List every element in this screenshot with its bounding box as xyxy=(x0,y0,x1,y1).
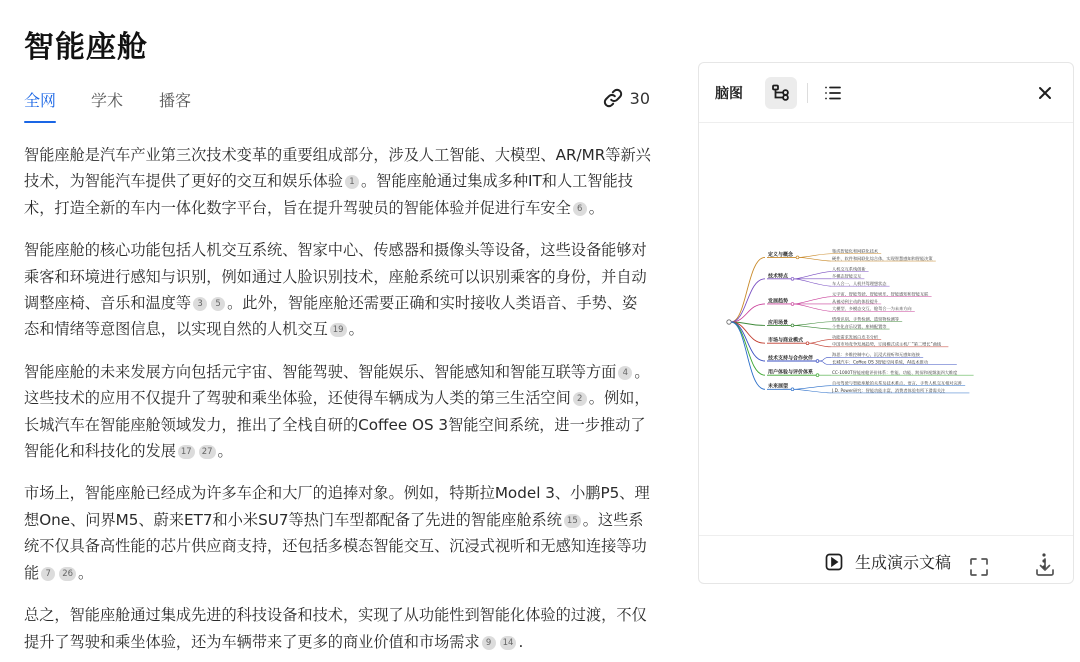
outline-view-button[interactable] xyxy=(817,77,849,109)
more-vertical-icon xyxy=(1042,553,1046,569)
tab-podcast[interactable]: 播客 xyxy=(159,91,192,110)
paragraph-text: 智能座舱是汽车产业第三次技术变革的重要组成部分，涉及人工智能、大模型、AR/MR等新兴技术，为智能汽车提供了更好的交互和娱乐体验 xyxy=(24,146,651,191)
mindmap-leaf-label: 功能需求发展白皮书分析 xyxy=(832,334,879,340)
answer-paragraph xyxy=(24,480,652,586)
mindmap-branch-node xyxy=(791,277,794,280)
mindmap-branch-node xyxy=(791,324,794,327)
mindmap-branch-label: 定义与概念 xyxy=(768,251,794,258)
play-icon xyxy=(825,553,843,571)
paragraph-text: 。智能座舱通过集成多种IT和人工智能技术，打造全新的车内一体化数字平台，旨在提升驾驶员的智能体验并促进行车安全 xyxy=(24,172,633,217)
citation-badge[interactable]: 2 xyxy=(573,392,587,406)
mindmap-branch-node xyxy=(796,256,799,259)
mindmap-leaf-label: 个性化音乐设置、座椅配置等 xyxy=(832,323,887,329)
paragraph-text: . xyxy=(518,632,524,651)
citation-badge[interactable]: 4 xyxy=(618,366,632,380)
citation-badge[interactable]: 14 xyxy=(500,636,517,650)
citation-badge[interactable]: 7 xyxy=(41,567,55,581)
mindmap-leaf-connector xyxy=(819,357,831,361)
mindmap-leaf-connector xyxy=(809,340,831,344)
mindmap-panel xyxy=(698,62,1074,584)
panel-title: 脑图 xyxy=(715,86,743,102)
mindmap-branch-node xyxy=(816,360,819,363)
mindmap-branch-connector xyxy=(731,322,765,375)
mindmap-leaf-label: CC-1000T智能座舱评价体系：性能、功能、跨屏和视频流四大维度 xyxy=(832,369,958,375)
mindmap-leaf-connector xyxy=(819,361,831,365)
answer-article xyxy=(24,142,652,662)
mindmap-leaf-label: 硬件、软件和网联化综合体，实现智慧感知和智能决策 xyxy=(832,255,933,261)
paragraph-text: 。这些系统不仅具备高性能的芯片供应商支持，还包括多模态智能交互、沉浸式视听和无感知连接等功能 xyxy=(24,510,647,582)
answer-paragraph xyxy=(24,237,652,343)
citation-badge[interactable]: 6 xyxy=(573,202,587,216)
answer-paragraph xyxy=(24,359,652,465)
mindmap-leaf-connector xyxy=(794,279,831,286)
citation-badge[interactable]: 1 xyxy=(345,175,359,189)
tab-web[interactable]: 全网 xyxy=(24,88,56,111)
citation-badge[interactable]: 27 xyxy=(199,445,216,459)
mindmap-leaf-connector xyxy=(794,386,831,390)
mindmap-leaf-connector xyxy=(799,254,831,258)
mindmap-icon xyxy=(771,83,791,103)
mindmap-branch-label: 应用场景 xyxy=(768,319,789,326)
mindmap-leaf-label: 元宇宙、智能驾驶、智能娱乐、智能感知和智能互联 xyxy=(832,291,929,297)
mindmap-canvas[interactable] xyxy=(699,124,1073,534)
mindmap-diagram xyxy=(707,124,1065,534)
paragraph-text: 。 xyxy=(78,563,94,582)
source-count: 30 xyxy=(629,88,650,108)
panel-header xyxy=(699,63,1073,123)
mindmap-branch-node xyxy=(816,374,819,377)
answer-paragraph xyxy=(24,142,652,221)
paragraph-text: 。 xyxy=(217,442,233,461)
generate-presentation-label: 生成演示文稿 xyxy=(855,553,952,572)
mindmap-leaf-label: 海思：多维控制中心，沉浸式视听和无感知连接 xyxy=(832,352,920,358)
list-icon xyxy=(823,83,843,103)
header-divider xyxy=(807,83,808,103)
page-title: 智能座舱 xyxy=(24,30,148,65)
close-panel-button[interactable] xyxy=(1031,79,1059,107)
mindmap-leaf-connector xyxy=(794,322,831,326)
citation-badge[interactable]: 26 xyxy=(59,567,76,581)
mindmap-leaf-label: 长城汽车：Coffee OS 3智能空间系统，AI技术推动 xyxy=(832,359,928,365)
mindmap-leaf-label: J.D. Power研究：智能功能丰富，消费者体验有所下滑需关注 xyxy=(832,387,946,393)
mindmap-leaf-label: 人机交互系统创新 xyxy=(832,266,866,272)
paragraph-text: 市场上，智能座舱已经成为许多车企和大厂的追捧对象。例如，特斯拉Model 3、小鹏P5、理想One、问界M5、蔚来ET7和小米SU7等热门车型都配备了先进的智能座舱系统 xyxy=(24,484,650,529)
mindmap-leaf-label: 中国市场竞争发展趋势，订阅模式成主机厂“第二增长”曲线 xyxy=(832,341,942,347)
mindmap-leaf-connector xyxy=(794,389,831,393)
citation-badge[interactable]: 5 xyxy=(211,297,225,311)
paragraph-text: 智能座舱的未来发展方向包括元宇宙、智能驾驶、智能娱乐、智能感知和智能互联等方面 xyxy=(24,362,617,381)
mindmap-branch-label: 未来展望 xyxy=(768,383,789,390)
mindmap-leaf-label: 情绪识别、手势检测、遗留物检测等 xyxy=(832,316,900,322)
mindmap-branch-label: 发展趋势 xyxy=(768,298,789,305)
generate-presentation-button[interactable] xyxy=(825,550,951,573)
mindmap-branch-label: 技术特点 xyxy=(768,273,789,280)
mindmap-leaf-label: 车人合一，人机共驾理想状态 xyxy=(832,280,887,286)
mindmap-branch-node xyxy=(791,388,794,391)
citation-badge[interactable]: 19 xyxy=(330,323,347,337)
citation-badge[interactable]: 3 xyxy=(193,297,207,311)
close-icon xyxy=(1037,85,1053,101)
sources-button[interactable] xyxy=(602,87,650,109)
mindmap-view-button[interactable] xyxy=(765,77,797,109)
mindmap-leaf-label: 大模型、多模态交互、舱驾合一为未来方向 xyxy=(832,306,912,312)
mindmap-branch-connector xyxy=(731,322,765,389)
source-tabs xyxy=(24,88,650,126)
mindmap-leaf-label: 集成智能化和网联化技术 xyxy=(832,248,879,254)
citation-badge[interactable]: 9 xyxy=(482,636,496,650)
mindmap-leaf-label: 从被动到主动的体验提升 xyxy=(832,298,879,304)
mindmap-leaf-connector xyxy=(794,304,831,311)
mindmap-leaf-connector xyxy=(794,325,831,329)
mindmap-branch-connector xyxy=(731,322,765,361)
mindmap-branch-node xyxy=(806,342,809,345)
citation-badge[interactable]: 17 xyxy=(178,445,195,459)
mindmap-branch-label: 技术支持与合作伙伴 xyxy=(768,355,814,362)
answer-paragraph xyxy=(24,602,652,655)
link-icon xyxy=(602,87,624,109)
more-options-button[interactable] xyxy=(1037,550,1051,572)
paragraph-text: 总之，智能座舱通过集成先进的科技设备和技术，实现了从功能性到智能化体验的过渡，不仅提升了驾驶和乘坐体验，还为车辆带来了更多的商业价值和市场需求 xyxy=(24,606,647,651)
paragraph-text: 。 xyxy=(588,198,604,217)
mindmap-leaf-label: 自动驾驶与智能座舱的关系及技术难点、语言、手势人机交互相对完善 xyxy=(832,380,962,386)
paragraph-text: 。这些技术的应用不仅提升了驾驶和乘坐体验，还使得车辆成为人类的第三生活空间 xyxy=(24,362,650,408)
paragraph-text: 智能座舱的核心功能包括人机交互系统、智家中心、传感器和摄像头等设备，这些设备能够对乘客和环境进行感知与识别，例如通过人脸识别技术，座舱系统可以识别乘客的身份，并自动调整座椅、音乐和温度等 xyxy=(24,241,647,313)
mindmap-leaf-connector xyxy=(809,343,831,347)
paragraph-text: 。例如，长城汽车在智能座舱领域发力，推出了全栈自研的Coffee OS 3智能空间系统，进一步推动了智能化和科技化的发展 xyxy=(24,389,650,461)
panel-footer xyxy=(699,535,1073,584)
mindmap-leaf-label: 多模态智能交互 xyxy=(832,273,862,279)
mindmap-leaf-connector xyxy=(799,257,831,261)
mindmap-root-node xyxy=(727,320,731,324)
mindmap-branch-label: 市场与商业模式 xyxy=(768,337,804,344)
mindmap-branch-label: 用户体验与评价体系 xyxy=(768,369,814,376)
citation-badge[interactable]: 15 xyxy=(564,514,581,528)
mindmap-leaf-connector xyxy=(794,272,831,279)
tab-academic[interactable]: 学术 xyxy=(91,91,124,110)
mindmap-leaf-connector xyxy=(794,297,831,304)
paragraph-text: 。此外，智能座舱还需要正确和实时接收人类语音、手势、姿态和情绪等意图信息，以实现自然的人机交互 xyxy=(24,294,638,339)
mindmap-branch-node xyxy=(791,303,794,306)
paragraph-text: 。 xyxy=(348,320,364,339)
